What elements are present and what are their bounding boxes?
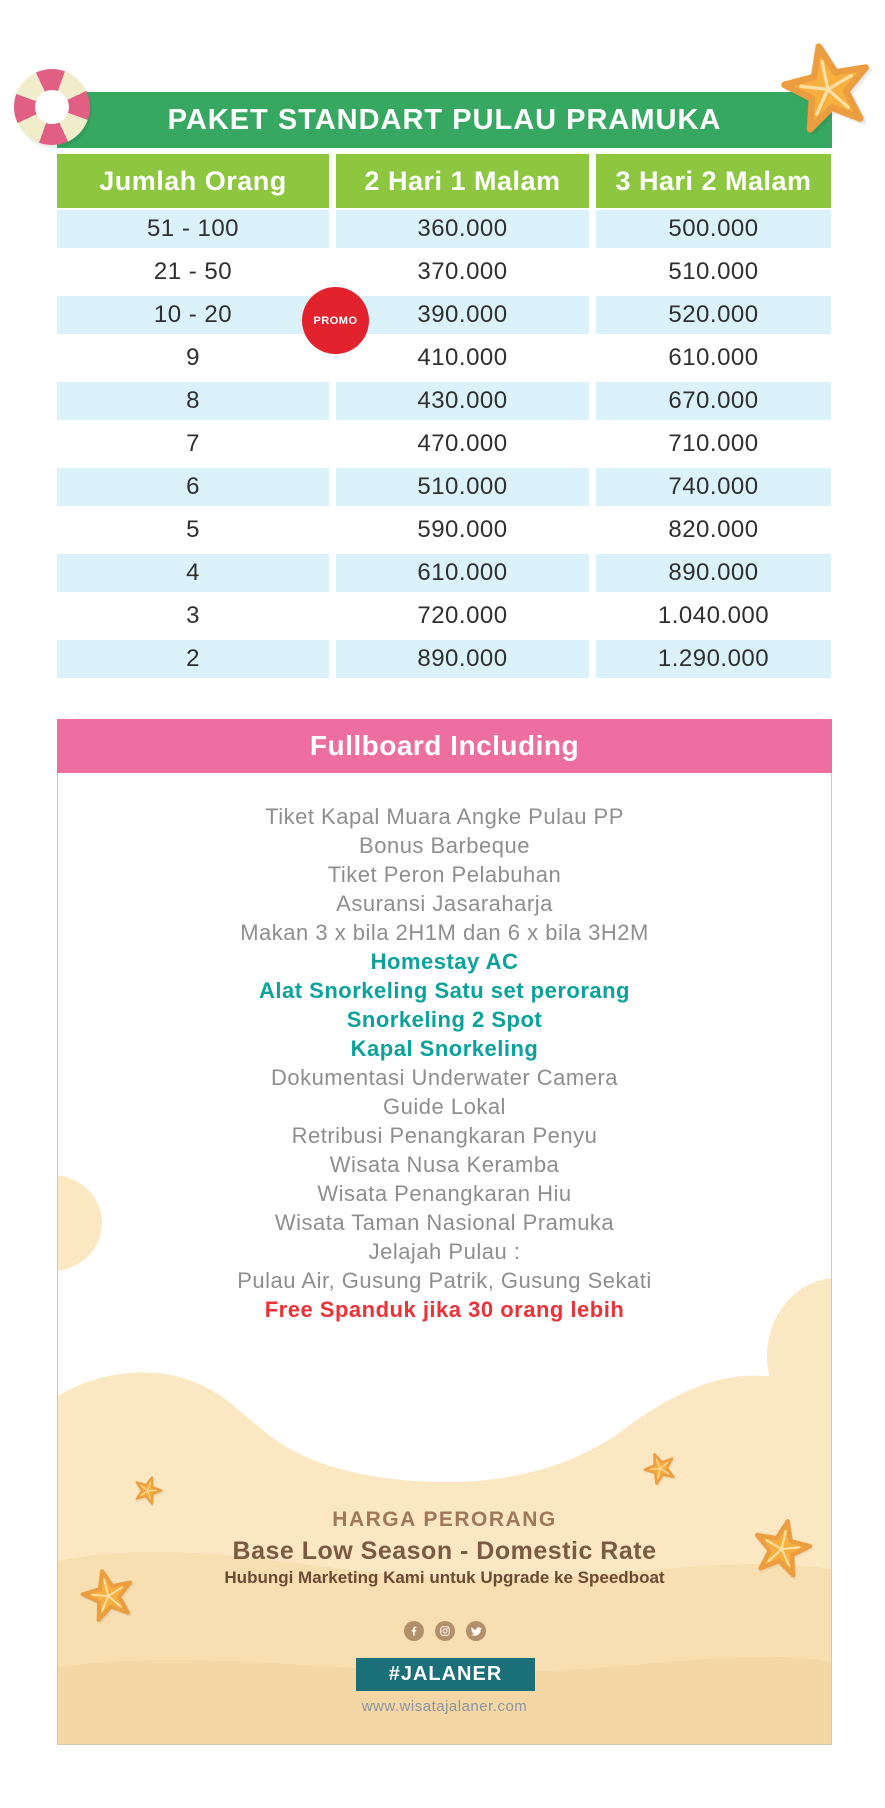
cell-2h1m-price: 470.000 (417, 430, 508, 457)
cell-jumlah-orang: 4 (57, 554, 329, 592)
cell-3h2m-price: 1.040.000 (657, 602, 770, 629)
table-row (57, 382, 832, 420)
table-row (57, 210, 832, 248)
table-row (57, 597, 832, 635)
cell-jumlah-orang: 9 (186, 344, 200, 371)
cell-2h1m-price: 390.000 (336, 296, 589, 334)
cell-jumlah-orang: 6 (57, 468, 329, 506)
cell-2h1m-price: 370.000 (417, 258, 508, 285)
table-row (57, 425, 832, 463)
cell-3h2m-price: 890.000 (596, 554, 831, 592)
instagram-icon[interactable] (435, 1621, 455, 1641)
facebook-icon[interactable] (404, 1621, 424, 1641)
list-item: Guide Lokal (383, 1094, 506, 1119)
cell-3h2m-price: 710.000 (668, 430, 759, 457)
jalaner-hashtag-button[interactable]: #JALANER (356, 1658, 535, 1691)
cell-3h2m-price: 820.000 (668, 516, 759, 543)
list-item: Jelajah Pulau : (368, 1239, 521, 1264)
list-item: Dokumentasi Underwater Camera (270, 1065, 619, 1090)
price-table-body (57, 210, 832, 683)
list-item: Asuransi Jasaraharja (336, 891, 553, 916)
cell-jumlah-orang: 10 - 20 (57, 296, 329, 334)
website-link[interactable]: www.wisatajalaner.com (361, 1698, 528, 1715)
harga-perorang-title: HARGA PERORANG (332, 1508, 557, 1531)
cell-2h1m-price: 360.000 (336, 210, 589, 248)
fullboard-heading: Fullboard Including (57, 719, 832, 773)
column-header-3h2m: 3 Hari 2 Malam (596, 154, 831, 208)
season-rate-text: Base Low Season - Domestic Rate (232, 1537, 657, 1565)
list-item: Tiket Kapal Muara Angke Pulau PP (265, 804, 624, 829)
cell-2h1m-price: 890.000 (336, 640, 589, 678)
list-item: Alat Snorkeling Satu set perorang (258, 978, 630, 1003)
list-item: Free Spanduk jika 30 orang lebih (264, 1297, 625, 1322)
table-row (57, 339, 832, 377)
table-row (57, 640, 832, 678)
promo-badge: PROMO (302, 287, 369, 354)
list-item: Bonus Barbeque (359, 833, 530, 858)
cell-2h1m-price: 720.000 (417, 602, 508, 629)
column-header-jumlah-orang: Jumlah Orang (57, 154, 329, 208)
table-row (57, 554, 832, 592)
list-item: Pulau Air, Gusung Patrik, Gusung Sekati (237, 1268, 652, 1293)
cell-jumlah-orang: 3 (186, 602, 200, 629)
cell-2h1m-price: 410.000 (417, 344, 508, 371)
cell-3h2m-price: 510.000 (668, 258, 759, 285)
cell-2h1m-price: 610.000 (336, 554, 589, 592)
column-header-2h1m: 2 Hari 1 Malam (336, 154, 589, 208)
list-item: Makan 3 x bila 2H1M dan 6 x bila 3H2M (240, 920, 649, 945)
list-item: Retribusi Penangkaran Penyu (291, 1123, 598, 1148)
table-row (57, 468, 832, 506)
cell-jumlah-orang: 51 - 100 (57, 210, 329, 248)
table-header (57, 154, 832, 208)
cell-3h2m-price: 500.000 (596, 210, 831, 248)
page-title: PAKET STANDART PULAU PRAMUKA (57, 92, 832, 148)
cell-3h2m-price: 610.000 (668, 344, 759, 371)
cell-2h1m-price: 510.000 (336, 468, 589, 506)
starfish-icon (771, 31, 884, 144)
list-item: Kapal Snorkeling (350, 1036, 539, 1061)
cell-2h1m-price: 590.000 (417, 516, 508, 543)
twitter-icon[interactable] (466, 1621, 486, 1641)
cell-jumlah-orang: 8 (57, 382, 329, 420)
list-item: Wisata Penangkaran Hiu (317, 1181, 572, 1206)
including-list (58, 802, 831, 1324)
social-icons-row (58, 1621, 831, 1641)
cell-jumlah-orang: 21 - 50 (153, 258, 233, 285)
lifebuoy-icon (14, 69, 90, 145)
list-item: Homestay AC (370, 949, 519, 974)
marketing-contact-text: Hubungi Marketing Kami untuk Upgrade ke Speedboat (224, 1568, 665, 1587)
list-item: Wisata Nusa Keramba (329, 1152, 560, 1177)
cell-jumlah-orang: 7 (186, 430, 200, 457)
cell-jumlah-orang: 5 (186, 516, 200, 543)
cell-3h2m-price: 670.000 (596, 382, 831, 420)
table-row (57, 253, 832, 291)
fullboard-box (57, 773, 832, 1745)
list-item: Wisata Taman Nasional Pramuka (274, 1210, 615, 1235)
cell-3h2m-price: 520.000 (596, 296, 831, 334)
cell-3h2m-price: 1.290.000 (596, 640, 831, 678)
cell-jumlah-orang: 2 (57, 640, 329, 678)
list-item: Snorkeling 2 Spot (346, 1007, 543, 1032)
table-row (57, 296, 832, 334)
table-row (57, 511, 832, 549)
cell-2h1m-price: 430.000 (336, 382, 589, 420)
list-item: Tiket Peron Pelabuhan (327, 862, 562, 887)
cell-3h2m-price: 740.000 (596, 468, 831, 506)
